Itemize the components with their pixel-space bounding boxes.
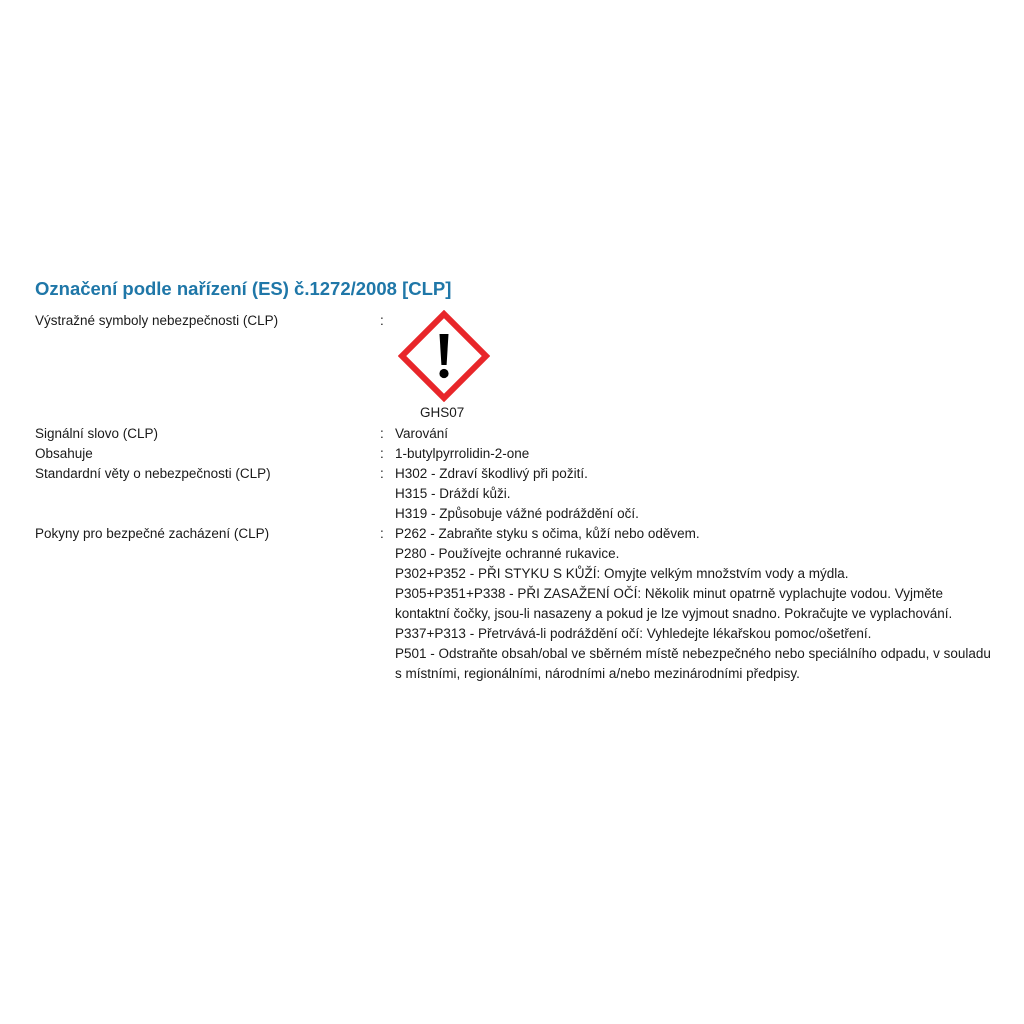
- contains-label: Obsahuje: [35, 446, 93, 461]
- pictograms-colon: :: [380, 313, 384, 328]
- pictogram-code: GHS07: [420, 405, 465, 420]
- hazard-statement: H319 - Způsobuje vážné podráždění očí.: [395, 506, 639, 521]
- hazard-statements-colon: :: [380, 466, 384, 481]
- pictograms-label: Výstražné symboly nebezpečnosti (CLP): [35, 313, 279, 328]
- precautionary-statements-list: [395, 524, 995, 684]
- hazard-statement: H302 - Zdraví škodlivý při požití.: [395, 466, 588, 481]
- precautionary-statement: P337+P313 - Přetrvává-li podráždění očí: Vyhledejte lékařskou pomoc/ošetření.: [395, 626, 872, 641]
- hazard-statements-list: [395, 464, 995, 524]
- precautionary-statement: P262 - Zabraňte styku s očima, kůží nebo oděvem.: [395, 526, 700, 541]
- precautionary-statement: P280 - Používejte ochranné rukavice.: [395, 546, 620, 561]
- section-title: Označení podle nařízení (ES) č.1272/2008 [CLP]: [35, 278, 452, 299]
- hazard-statements-label: Standardní věty o nebezpečnosti (CLP): [35, 466, 271, 481]
- precautionary-statement: P501 - Odstraňte obsah/obal ve sběrném místě nebezpečného nebo speciálního odpadu, v souladu s místními, regionálními, národními a/nebo mezinárodními předpisy.: [395, 646, 991, 681]
- hazard-statement: H315 - Dráždí kůži.: [395, 486, 511, 501]
- precautionary-statements-colon: :: [380, 526, 384, 541]
- signal-word-colon: :: [380, 426, 384, 441]
- precautionary-statements-label: Pokyny pro bezpečné zacházení (CLP): [35, 526, 270, 541]
- contains-value: 1-butylpyrrolidin-2-one: [395, 446, 530, 461]
- signal-word-label: Signální slovo (CLP): [35, 426, 159, 441]
- precautionary-statement: P305+P351+P338 - PŘI ZASAŽENÍ OČÍ: Několik minut opatrně vyplachujte vodou. Vyjměte kontaktní čočky, jsou-li nasazeny a pokud je lze vyjmout snadno. Pokračujte ve vyplachování.: [395, 586, 953, 621]
- precautionary-statement: P302+P352 - PŘI STYKU S KŮŽÍ: Omyjte velkým množstvím vody a mýdla.: [395, 566, 849, 581]
- contains-colon: :: [380, 446, 384, 461]
- exclamation-mark-diamond-icon: [398, 310, 490, 402]
- signal-word-value: Varování: [395, 426, 449, 441]
